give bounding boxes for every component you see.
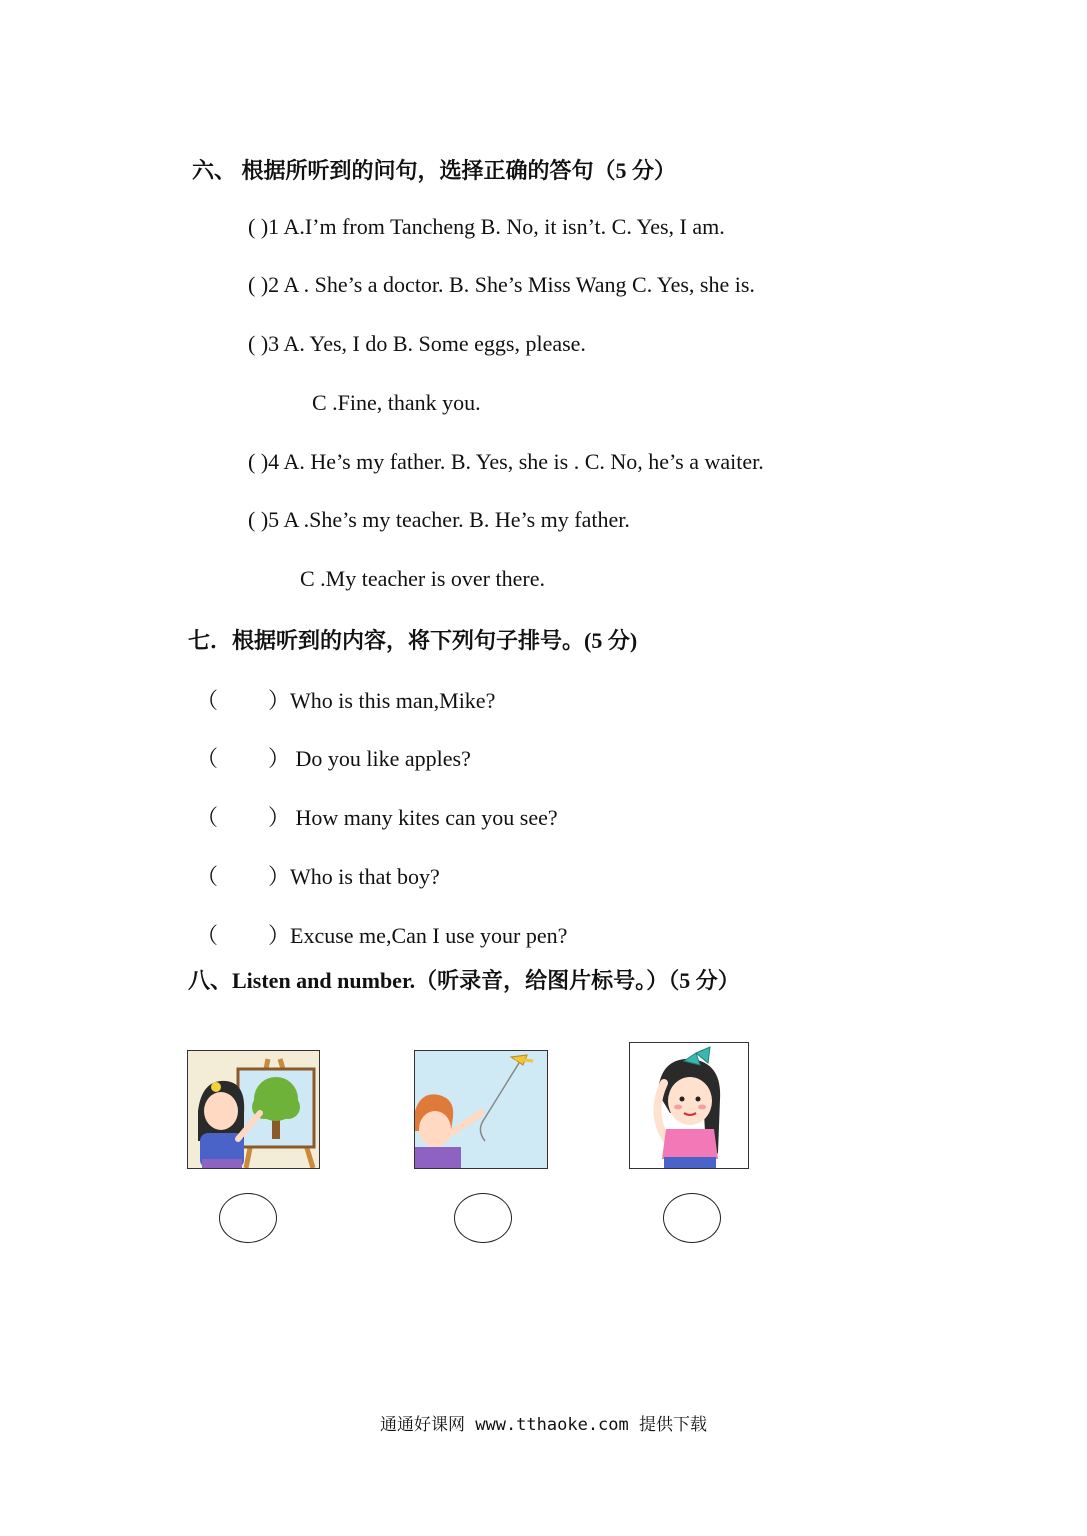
answer-paren[interactable]: ( ) xyxy=(248,449,269,474)
section-7-heading: 七．根据听到的内容，将下列句子排号。(5 分) xyxy=(188,628,638,653)
question-text: C .Fine, thank you. xyxy=(312,390,481,415)
answer-paren[interactable]: ( ) xyxy=(248,272,269,297)
question-text: 1 A.I’m from Tancheng B. No, it isn’t. C. Yes, I am. xyxy=(268,214,725,239)
section-6-heading: 六、 根据所听到的问句，选择正确的答句（5 分） xyxy=(192,158,677,183)
answer-paren-open[interactable]: （ xyxy=(196,864,219,889)
sentence-text: Excuse me,Can I use your pen? xyxy=(290,923,568,948)
answer-paren-close[interactable]: ） xyxy=(268,805,291,830)
sentence-text: How many kites can you see? xyxy=(290,805,558,830)
footer-download-note: 通通好课网 www.tthaoke.com 提供下载 xyxy=(380,1415,707,1435)
girl-with-bow-icon xyxy=(629,1042,749,1169)
answer-circle-1[interactable] xyxy=(219,1193,277,1243)
question-6-1 xyxy=(248,214,725,240)
sentence-text: Who is this man,Mike? xyxy=(290,688,496,713)
ordering-item-5 xyxy=(196,919,567,950)
ordering-item-3 xyxy=(196,801,558,832)
answer-paren-open[interactable]: （ xyxy=(196,805,219,830)
question-6-3-option-c xyxy=(312,390,481,416)
answer-circle-3[interactable] xyxy=(663,1193,721,1243)
question-6-2 xyxy=(248,272,755,298)
answer-paren-close[interactable]: ） xyxy=(268,864,291,889)
answer-paren-close[interactable]: ） xyxy=(268,688,291,713)
question-text: 5 A .She’s my teacher. B. He’s my father. xyxy=(268,507,630,532)
question-text: 4 A. He’s my father. B. Yes, she is . C. No, he’s a waiter. xyxy=(268,449,764,474)
section-8-heading: 八、Listen and number.（听录音，给图片标号。）（5 分） xyxy=(188,968,740,993)
answer-circle-2[interactable] xyxy=(454,1193,512,1243)
answer-paren-close[interactable]: ） xyxy=(268,923,291,948)
ordering-item-4 xyxy=(196,860,440,891)
question-text: 3 A. Yes, I do B. Some eggs, please. xyxy=(268,331,586,356)
sentence-text: Who is that boy? xyxy=(290,864,440,889)
question-6-4 xyxy=(248,449,764,475)
ordering-item-2 xyxy=(196,742,471,773)
answer-paren-open[interactable]: （ xyxy=(196,923,219,948)
answer-paren[interactable]: ( ) xyxy=(248,331,269,356)
ordering-item-1 xyxy=(196,684,495,715)
question-6-5-option-c xyxy=(300,566,545,592)
answer-paren-open[interactable]: （ xyxy=(196,688,219,713)
girl-painting-tree-icon xyxy=(187,1050,320,1169)
answer-paren[interactable]: ( ) xyxy=(248,507,269,532)
girl-flying-kite-icon xyxy=(414,1050,548,1169)
question-text: C .My teacher is over there. xyxy=(300,566,545,591)
answer-paren[interactable]: ( ) xyxy=(248,214,269,239)
question-6-3 xyxy=(248,331,586,357)
question-6-5 xyxy=(248,507,630,533)
answer-paren-close[interactable]: ） xyxy=(268,746,291,771)
question-text: 2 A . She’s a doctor. B. She’s Miss Wang C. Yes, she is. xyxy=(268,272,755,297)
sentence-text: Do you like apples? xyxy=(290,746,471,771)
answer-paren-open[interactable]: （ xyxy=(196,746,219,771)
